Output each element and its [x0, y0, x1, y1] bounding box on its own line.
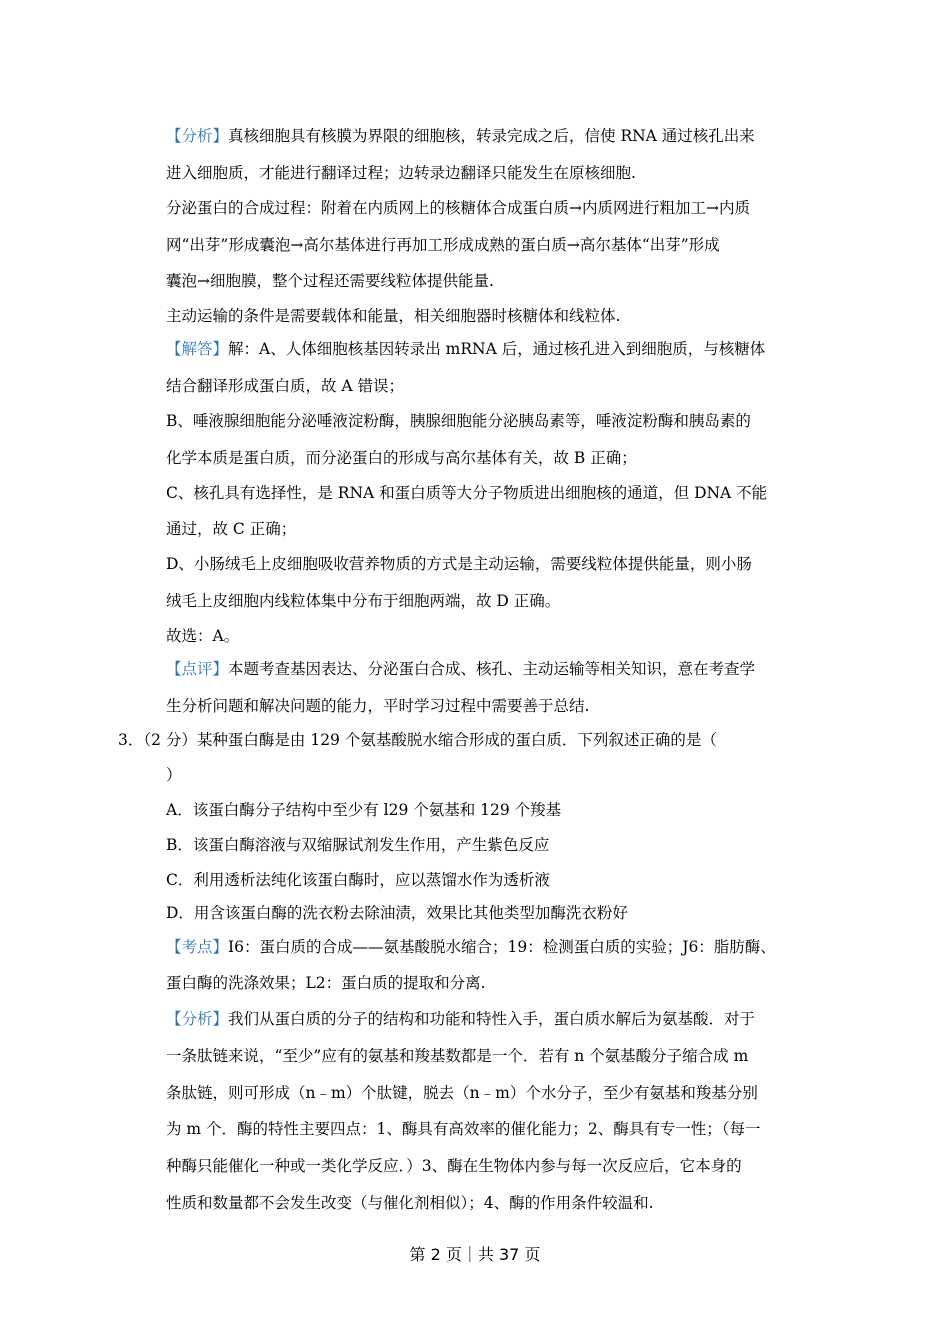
text-line: 一条肽链来说，“至少”应有的氨基和羧基数都是一个．若有 n 个氨基酸分子缩合成 m: [166, 1047, 749, 1065]
text-line: 绒毛上皮细胞内线粒体集中分布于细胞两端，故 D 正确。: [166, 592, 561, 610]
comment-tag: 【点评】: [166, 660, 229, 678]
text-line: 蛋白酶的洗涤效果；L2：蛋白质的提取和分离.: [166, 974, 486, 992]
text-line: D、小肠绒毛上皮细胞吸收营养物质的方式是主动运输，需要线粒体提供能量，则小肠: [166, 555, 752, 573]
text-line: 为 m 个．酶的特性主要四点：1、酶具有高效率的催化能力；2、酶具有专一性；（每一: [166, 1120, 761, 1138]
question-3-stem: 3．（2 分）某种蛋白酶是由 129 个氨基酸脱水缩合形成的蛋白质．下列叙述正确的是（: [118, 731, 717, 749]
comment-line: 【点评】本题考查基因表达、分泌蛋白合成、核孔、主动运输等相关知识，意在考查学: [166, 660, 756, 678]
analysis-line: 【分析】我们从蛋白质的分子的结构和功能和特性入手，蛋白质水解后为氨基酸．对于: [166, 1010, 756, 1028]
text-line: 分泌蛋白的合成过程：附着在内质网上的核糖体合成蛋白质→内质网进行粗加工→内质: [166, 199, 750, 217]
text-line: 结合翻译形成蛋白质，故 A 错误；: [166, 377, 405, 395]
option-a: A．该蛋白酶分子结构中至少有 l29 个氨基和 129 个羧基: [166, 801, 562, 819]
answer-tag: 【解答】: [166, 340, 229, 358]
text-line: 主动运输的条件是需要载体和能量，相关细胞器时核糖体和线粒体.: [166, 307, 621, 325]
points-tag: 【考点】: [166, 938, 229, 956]
option-d: D．用含该蛋白酶的洗衣粉去除油渍，效果比其他类型加酶洗衣粉好: [166, 904, 628, 922]
text-line: 故选：A。: [166, 627, 240, 645]
option-b: B．该蛋白酶溶液与双缩脲试剂发生作用，产生紫色反应: [166, 836, 550, 854]
analysis-line: 【分析】真核细胞具有核膜为界限的细胞核，转录完成之后，信使 RNA 通过核孔出来: [166, 127, 755, 145]
option-c: C．利用透析法纯化该蛋白酶时，应以蒸馏水作为透析液: [166, 871, 550, 889]
text-line: 进入细胞质，才能进行翻译过程；边转录边翻译只能发生在原核细胞.: [166, 164, 636, 182]
answer-line: 【解答】解：A、人体细胞核基因转录出 mRNA 后，通过核孔进入到细胞质，与核糖体: [166, 340, 766, 358]
analysis-tag: 【分析】: [166, 127, 229, 145]
text-line: 性质和数量都不会发生改变（与催化剂相似）；4、酶的作用条件较温和.: [166, 1194, 654, 1212]
points-line: 【考点】I6：蛋白质的合成——氨基酸脱水缩合；19：检测蛋白质的实验；J6：脂肪酶、: [166, 938, 776, 956]
text-line: C、核孔具有选择性，是 RNA 和蛋白质等大分子物质进出细胞核的通道，但 DNA 不能: [166, 484, 768, 502]
text-line: 种酶只能催化一种或一类化学反应．）3、酶在生物体内参与每一次反应后，它本身的: [166, 1157, 742, 1175]
text-line: 通过，故 C 正确；: [166, 520, 297, 538]
text-line: 生分析问题和解决问题的能力，平时学习过程中需要善于总结.: [166, 697, 590, 715]
text-line: 网“出芽”形成囊泡→高尔基体进行再加工形成成熟的蛋白质→高尔基体“出芽”形成: [166, 236, 720, 254]
analysis-tag: 【分析】: [166, 1010, 229, 1028]
text-line: B、唾液腺细胞能分泌唾液淀粉酶，胰腺细胞能分泌胰岛素等，唾液淀粉酶和胰岛素的: [166, 412, 751, 430]
page-number: 第 2 页｜共 37 页: [409, 1245, 541, 1264]
text-line: 囊泡→细胞膜，整个过程还需要线粒体提供能量.: [166, 272, 494, 290]
text-line: 条肽链，则可形成（n﹣m）个肽键，脱去（n﹣m）个水分子，至少有氨基和羧基分别: [166, 1084, 758, 1102]
text-line: 化学本质是蛋白质，而分泌蛋白的形成与高尔基体有关，故 B 正确；: [166, 449, 637, 467]
text-line: ）: [166, 766, 182, 784]
